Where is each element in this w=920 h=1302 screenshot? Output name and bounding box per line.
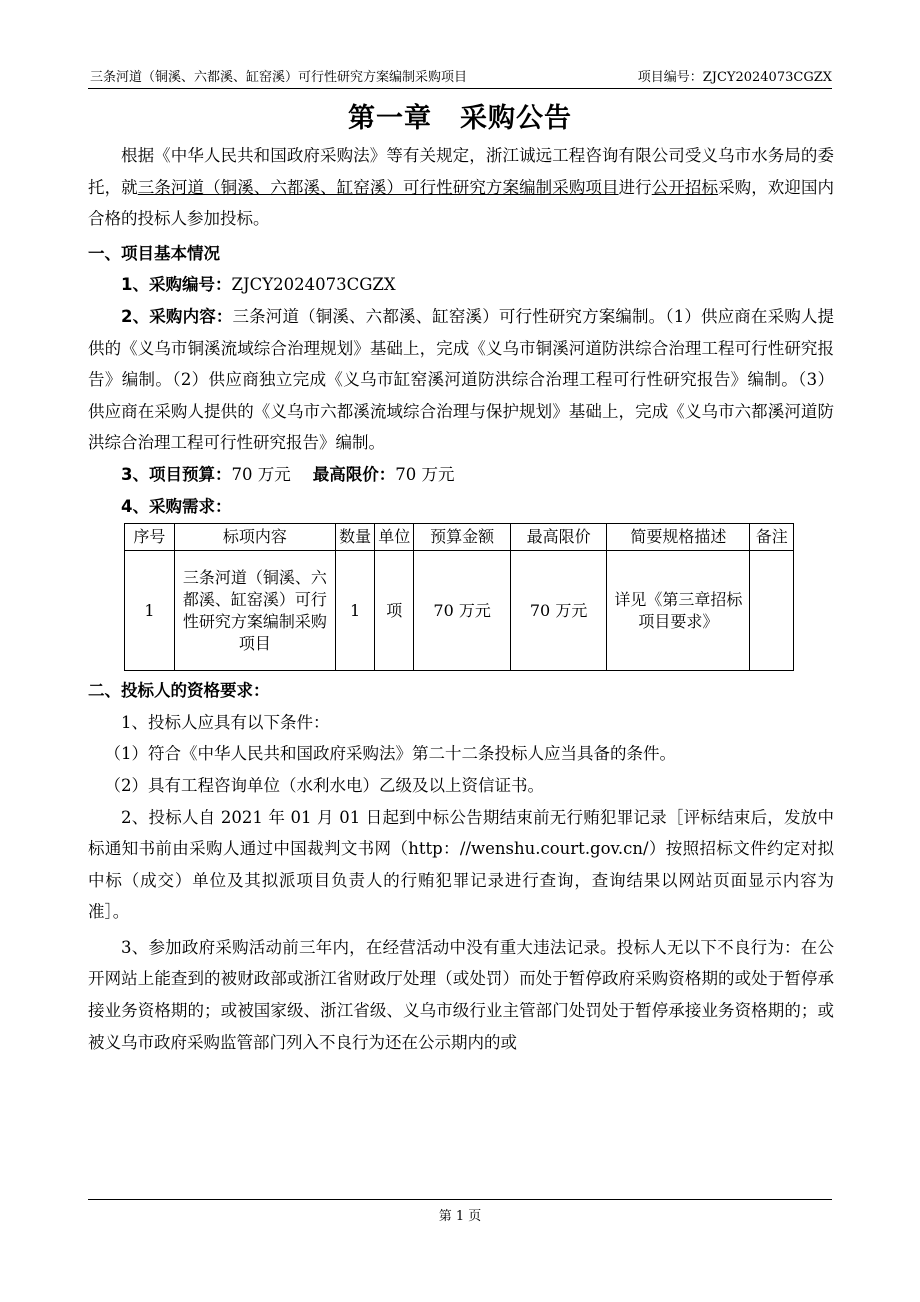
- procurement-requirements-label: 4、采购需求：: [121, 496, 232, 516]
- requirements-table: [124, 523, 794, 671]
- table-header: 序号: [125, 524, 175, 551]
- document-body: [88, 140, 834, 1058]
- chapter-number: 第一章: [348, 103, 432, 134]
- table-cell: 1: [335, 551, 374, 671]
- table-header: 单位: [375, 524, 414, 551]
- table-header: 备注: [750, 524, 794, 551]
- page-title: [0, 96, 920, 135]
- qualification-paragraph: 2、投标人自 2021 年 01 月 01 日起到中标公告期结束前无行贿犯罪记录［评标结束后，发放中标通知书前由采购人通过中国裁判文书网（http：//wenshu.court.gov.cn/）按照招标文件约定对拟中标（成交）单位及其拟派项目负责人的行贿犯罪记录进行查询，查询结果以网站页面显示内容为准］。: [88, 807, 834, 922]
- table-cell: 详见《第三章招标项目要求》: [607, 551, 750, 671]
- table-cell: 70 万元: [510, 551, 606, 671]
- table-cell: 项: [375, 551, 414, 671]
- table-header: 预算金额: [414, 524, 510, 551]
- header-project-name: 三条河道（铜溪、六都溪、缸窑溪）可行性研究方案编制采购项目: [90, 70, 468, 85]
- project-name-underlined: 三条河道（铜溪、六都溪、缸窑溪）可行性研究方案编制采购项目: [137, 177, 619, 197]
- page-number: 第 1 页: [438, 1209, 482, 1224]
- qualification-paragraph: 1、投标人应具有以下条件：: [121, 712, 330, 732]
- table-header: 数量: [335, 524, 374, 551]
- qualification-paragraph: （2）具有工程咨询单位（水利水电）乙级及以上资信证书。: [104, 775, 544, 795]
- header-divider: [88, 88, 832, 89]
- table-row: [125, 551, 794, 671]
- qualification-paragraph: （1）符合《中华人民共和国政府采购法》第二十二条投标人应当具备的条件。: [104, 744, 676, 764]
- procurement-number: 1、采购编号：ZJCY2024073CGZX: [121, 275, 396, 295]
- table-cell: [750, 551, 794, 671]
- procurement-method-underlined: 公开招标: [651, 177, 719, 197]
- footer-divider: [88, 1199, 832, 1200]
- table-header-row: [125, 524, 794, 551]
- section-heading-qualifications: 二、投标人的资格要求：: [88, 681, 270, 701]
- intro-paragraph: 根据《中华人民共和国政府采购法》等有关规定，浙江诚远工程咨询有限公司受义乌市水务局的委托，就三条河道（铜溪、六都溪、缸窑溪）可行性研究方案编制采购项目进行公开招标采购，欢迎国内合格的投标人参加投标。: [88, 146, 835, 229]
- table-cell: 三条河道（铜溪、六都溪、缸窑溪）可行性研究方案编制采购项目: [174, 551, 335, 671]
- qualification-paragraph: 3、参加政府采购活动前三年内，在经营活动中没有重大违法记录。投标人无以下不良行为：在公开网站上能查到的被财政部或浙江省财政厅处理（或处罚）而处于暂停政府采购资格期的或处于暂停承接业务资格期的；或被国家级、浙江省级、义乌市级行业主管部门处罚处于暂停承接业务资格期的；或被义乌市政府采购监管部门列入不良行为还在公示期内的或: [88, 937, 834, 1052]
- section-heading-basic-info: 一、项目基本情况: [88, 243, 220, 263]
- procurement-content: 2、采购内容：三条河道（铜溪、六都溪、缸窑溪）可行性研究方案编制。（1）供应商在采购人提供的《义乌市铜溪流域综合治理规划》基础上，完成《义乌市铜溪河道防洪综合治理工程可行性研究报告》编制。（2）供应商独立完成《义乌市缸窑溪河道防洪综合治理工程可行性研究报告》编制。（3）供应商在采购人提供的《义乌市六都溪流域综合治理与保护规划》基础上，完成《义乌市六都溪河道防洪综合治理工程可行性研究报告》编制。: [88, 306, 835, 453]
- table-header: 最高限价: [510, 524, 606, 551]
- header-project-number: 项目编号：ZJCY2024073CGZX: [637, 70, 832, 85]
- project-budget: 3、项目预算：70 万元 最高限价：70 万元: [121, 464, 455, 484]
- table-header: 标项内容: [174, 524, 335, 551]
- chapter-name: 采购公告: [460, 103, 572, 134]
- table-cell: 70 万元: [414, 551, 510, 671]
- table-cell: 1: [125, 551, 175, 671]
- table-header: 简要规格描述: [607, 524, 750, 551]
